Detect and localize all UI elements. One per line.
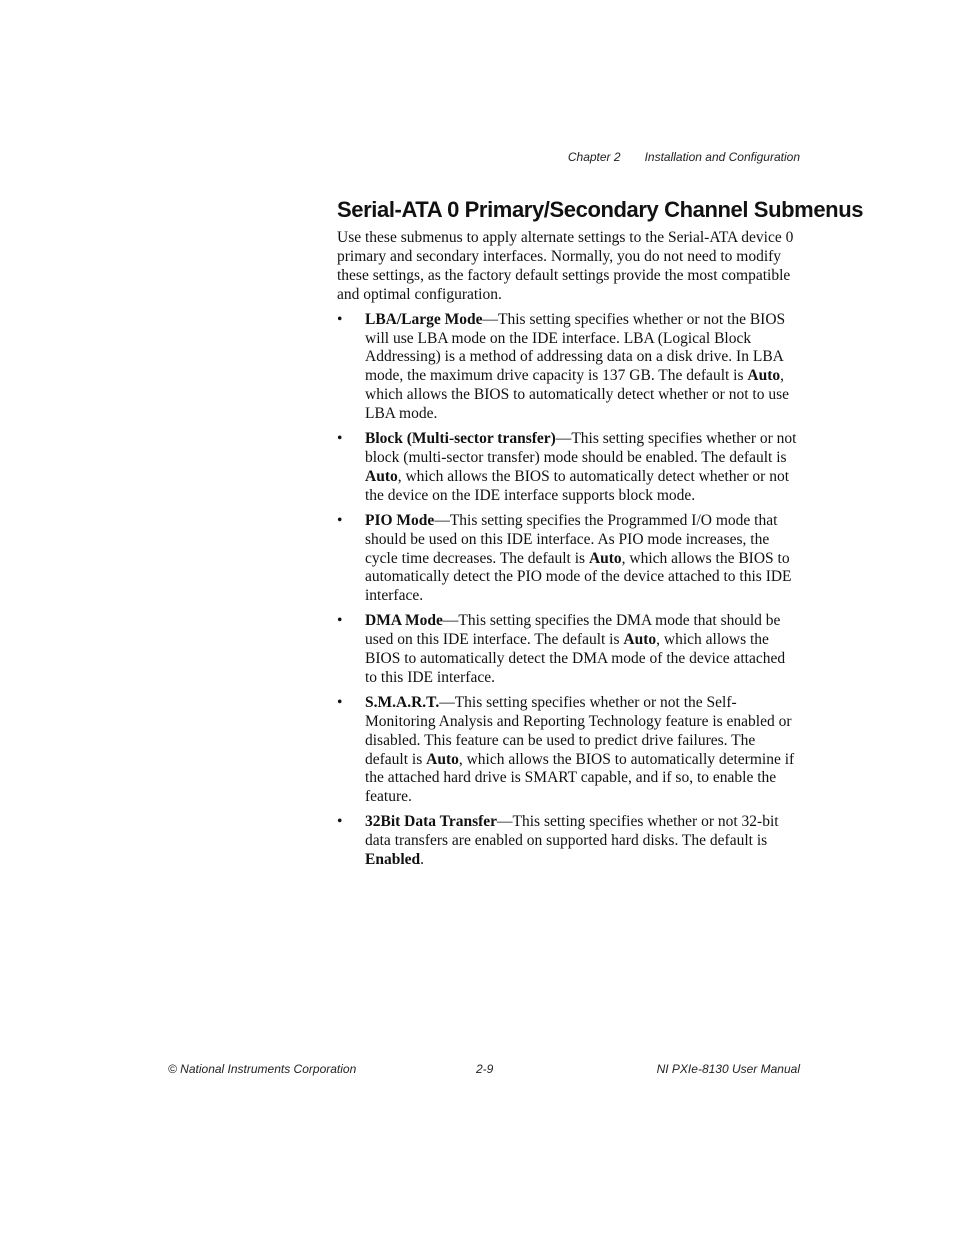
default-value: Auto <box>623 631 657 649</box>
description-text: —This setting specifies whether or not 32-bit data transfers are enabled on supported hard disks. The default is <box>365 813 779 850</box>
bullet-marker: • <box>337 693 343 711</box>
default-value: Enabled <box>365 851 421 869</box>
intro-paragraph: Use these submenus to apply alternate settings to the Serial-ATA device 0 primary and secondary interfaces. Normally, you do not need to modify these settings, as the factory default settings provide the most compatible and optimal configuration. <box>337 229 794 303</box>
term-label: PIO Mode <box>365 511 435 529</box>
bullet-marker: • <box>337 612 343 630</box>
manual-title: NI PXIe-8130 User Manual <box>656 1062 800 1076</box>
bullet-marker: • <box>337 310 343 328</box>
term-label: 32Bit Data Transfer <box>365 813 498 831</box>
term-label: LBA/Large Mode <box>365 310 483 328</box>
description-text: , which allows the BIOS to automatically detect the DMA mode of the device attached to this IDE interface. <box>365 631 786 686</box>
footer-copyright: © National Instruments Corporation <box>168 1062 357 1076</box>
chapter-label: Chapter 2 <box>567 150 621 164</box>
list-item-lba-large-mode <box>337 311 800 424</box>
term-label: DMA Mode <box>365 612 443 630</box>
description-text: , which allows the BIOS to automatically detect whether or not to use LBA mode. <box>365 367 789 423</box>
description-text: —This setting specifies whether or not the Self-Monitoring Analysis and Reporting Technology feature is enabled or disabled. This feature can be used to predict drive failures. The default is <box>365 693 792 768</box>
list-item-32bit-data-transfer <box>337 813 800 870</box>
term-label: Block (Multi-sector transfer) <box>365 430 556 448</box>
settings-list <box>337 311 800 870</box>
section-title: Serial-ATA 0 Primary/Secondary Channel Submenus <box>337 197 864 222</box>
default-value: Auto <box>365 467 398 485</box>
description-text: —This setting specifies whether or not block (multi-sector transfer) mode should be enabled. The default is <box>365 430 797 466</box>
description-text: —This setting specifies whether or not the BIOS will use LBA mode on the IDE interface. LBA (Logical Block Addressing) is a method of addressing data on a disk drive. In LBA mode, the maximum drive capacity is 137 GB. The default is <box>365 310 786 385</box>
bullet-marker: • <box>337 813 343 831</box>
running-header <box>568 150 800 164</box>
description-text: . <box>420 851 425 869</box>
description-text: , which allows the BIOS to automatically detect whether or not the device on the IDE interface supports block mode. <box>365 467 790 504</box>
section-body <box>337 229 800 876</box>
term-label: S.M.A.R.T. <box>365 693 440 711</box>
list-item-smart <box>337 694 800 807</box>
description-text: —This setting specifies the DMA mode that should be used on this IDE interface. The default is <box>365 612 781 649</box>
default-value: Auto <box>426 750 459 768</box>
list-item-pio-mode <box>337 512 800 607</box>
list-item-block-mode <box>337 430 800 506</box>
description-text: , which allows the BIOS to automatically detect the PIO mode of the device attached to this IDE interface. <box>365 549 792 605</box>
page-number: 2-9 <box>476 1062 494 1076</box>
description-text: , which allows the BIOS to automatically determine if the attached hard drive is SMART capable, and if so, to enable the feature. <box>365 750 795 806</box>
description-text: —This setting specifies the Programmed I/O mode that should be used on this IDE interface. As PIO mode increases, the cycle time decreases. The default is <box>365 511 778 567</box>
list-item-dma-mode <box>337 612 800 688</box>
bullet-marker: • <box>337 430 343 448</box>
default-value: Auto <box>588 549 622 567</box>
default-value: Auto <box>747 367 781 385</box>
bullet-marker: • <box>337 511 343 529</box>
chapter-title: Installation and Configuration <box>644 150 800 164</box>
